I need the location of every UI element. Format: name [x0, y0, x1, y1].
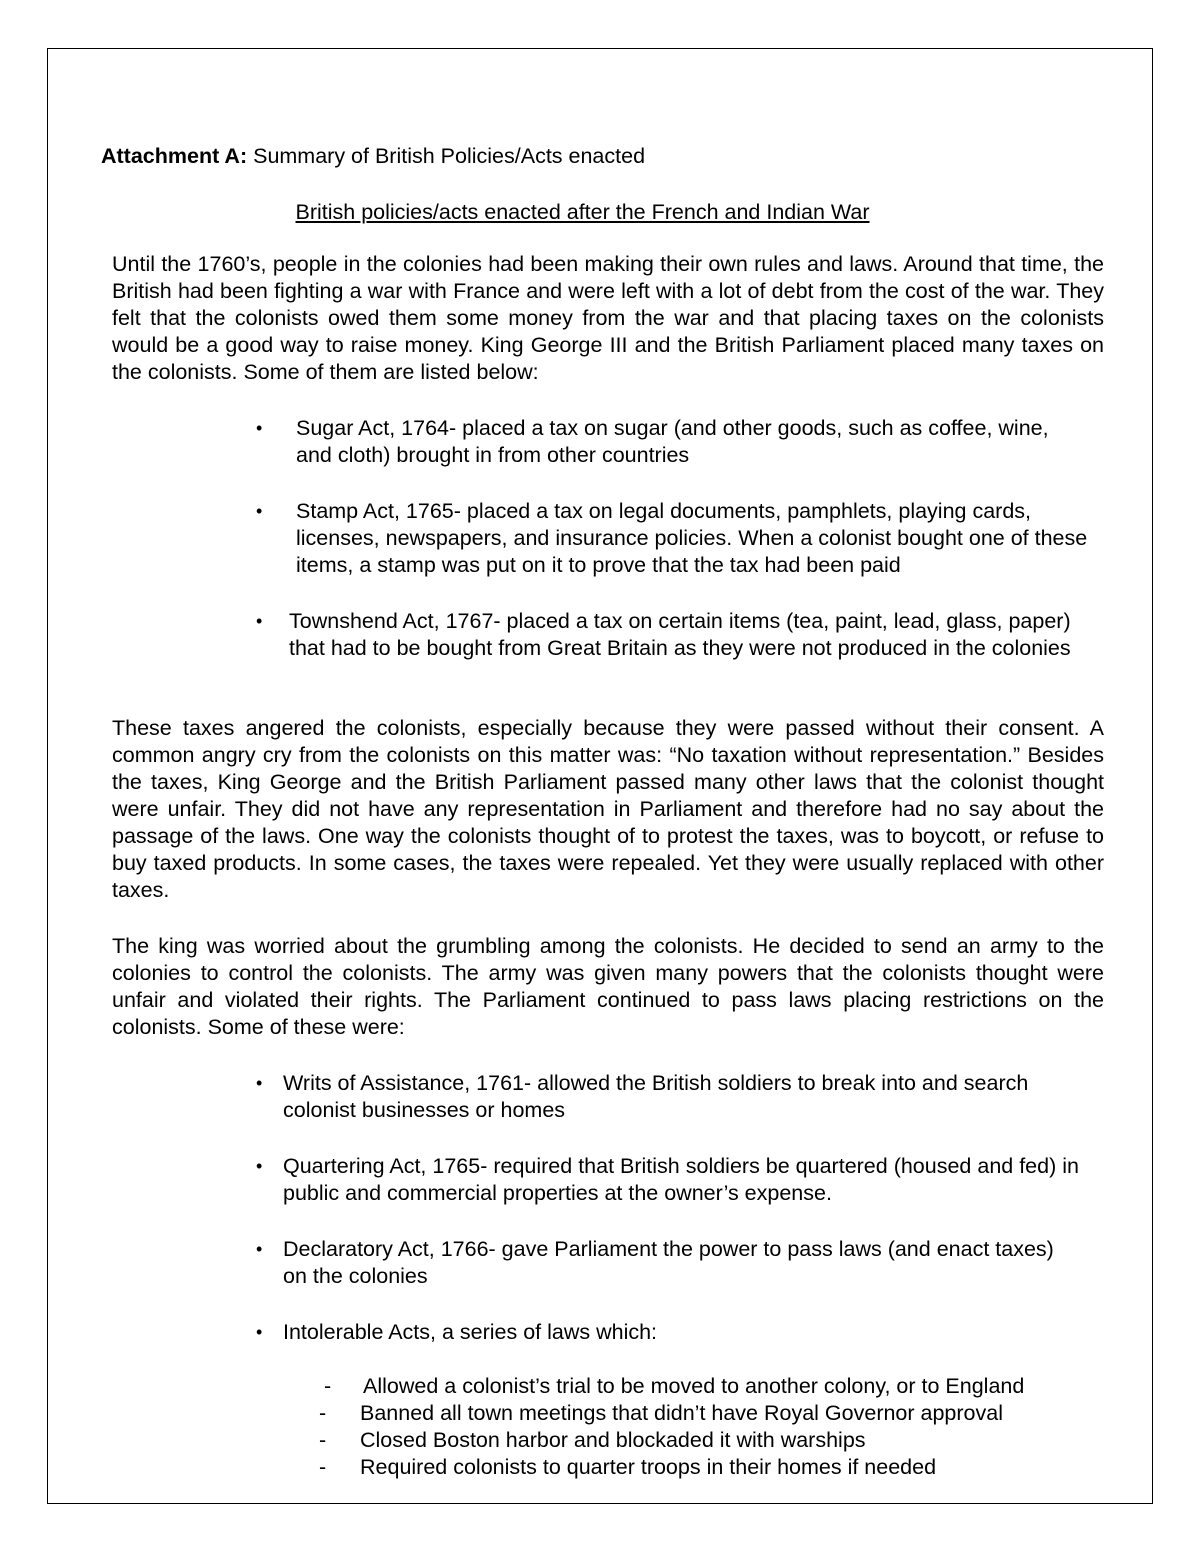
dash-icon: -: [319, 1455, 327, 1479]
list-item: [256, 1319, 1063, 1346]
list-item: [256, 1236, 1063, 1290]
section-subtitle: British policies/acts enacted after the French and Indian War: [295, 200, 870, 224]
sub-list-item-text: Required colonists to quarter troops in their homes if needed: [360, 1455, 937, 1479]
list-item-text: Quartering Act, 1765- required that British soldiers be quartered (housed and fed) in public and commercial properties at the owner’s expense.: [283, 1154, 1079, 1205]
list-item-text: Declaratory Act, 1766- gave Parliament the power to pass laws (and enact taxes) on the colonies: [283, 1237, 1054, 1288]
heading-label: Attachment A:: [101, 144, 248, 168]
sub-list-item-text: Allowed a colonist’s trial to be moved to another colony, or to England: [363, 1374, 1025, 1398]
army-paragraph: The king was worried about the grumbling among the colonists. He decided to send an army to the colonies to control the colonists. The army was given many powers that the colonists thought were unfair and violated their rights. The Parliament continued to pass laws placing restrictions on the colonists. Some of these were:: [112, 934, 1104, 1039]
bullet-icon: •: [256, 1239, 263, 1259]
dash-icon: -: [319, 1401, 327, 1425]
list-item: [256, 498, 1096, 579]
list-item-text: Writs of Assistance, 1761- allowed the British soldiers to break into and search colonist businesses or homes: [283, 1071, 1029, 1122]
list-item: [256, 608, 1089, 662]
bullet-icon: •: [256, 501, 263, 521]
page-heading: [101, 143, 645, 170]
list-item-text: Townshend Act, 1767- placed a tax on certain items (tea, paint, lead, glass, paper) that had to be bought from Great Britain as they were not produced in the colonies: [289, 609, 1071, 660]
sub-list-item-text: Banned all town meetings that didn’t have Royal Governor approval: [360, 1401, 1003, 1425]
bullet-icon: •: [256, 1322, 263, 1342]
bullet-icon: •: [256, 1156, 263, 1176]
dash-icon: -: [319, 1428, 327, 1452]
heading-text: Summary of British Policies/Acts enacted: [247, 144, 646, 168]
sub-list-item: [319, 1454, 937, 1481]
bullet-icon: •: [256, 611, 263, 631]
consent-paragraph: These taxes angered the colonists, especially because they were passed without their consent. A common angry cry from the colonists on this matter was: “No taxation without representation.” Besides the taxes, King George and the British Parliament passed many other laws that the colonist thought were unfair. They did not have any representation in Parliament and therefore had no say about the passage of the laws. One way the colonists thought of to protest the taxes, was to boycott, or refuse to buy taxed products. In some cases, the taxes were repealed. Yet they were usually replaced with other taxes.: [112, 716, 1104, 902]
sub-list-item: [319, 1427, 866, 1454]
list-item-text: Stamp Act, 1765- placed a tax on legal documents, pamphlets, playing cards, licenses, newspapers, and insurance policies. When a colonist bought one of these items, a stamp was put on it to prove that the tax had been paid: [296, 499, 1088, 577]
sub-list-item-text: Closed Boston harbor and blockaded it with warships: [360, 1428, 866, 1452]
sub-list-item: [319, 1400, 1003, 1427]
sub-list-item: [324, 1373, 1025, 1400]
dash-icon: -: [324, 1374, 332, 1398]
bullet-icon: •: [256, 418, 263, 438]
bullet-icon: •: [256, 1073, 263, 1093]
intro-paragraph: Until the 1760’s, people in the colonies had been making their own rules and laws. Around that time, the British had been fighting a war with France and were left with a lot of debt from the cost of the war. They felt that the colonists owed them some money from the war and that placing taxes on the colonists would be a good way to raise money. King George III and the British Parliament placed many taxes on the colonists. Some of them are listed below:: [112, 252, 1104, 384]
list-item: [256, 1153, 1083, 1207]
list-item: [256, 415, 1086, 469]
list-item-text: Sugar Act, 1764- placed a tax on sugar (and other goods, such as coffee, wine, and cloth) brought in from other countries: [296, 416, 1049, 467]
list-item-text: Intolerable Acts, a series of laws which:: [283, 1320, 658, 1344]
list-item: [256, 1070, 1098, 1124]
